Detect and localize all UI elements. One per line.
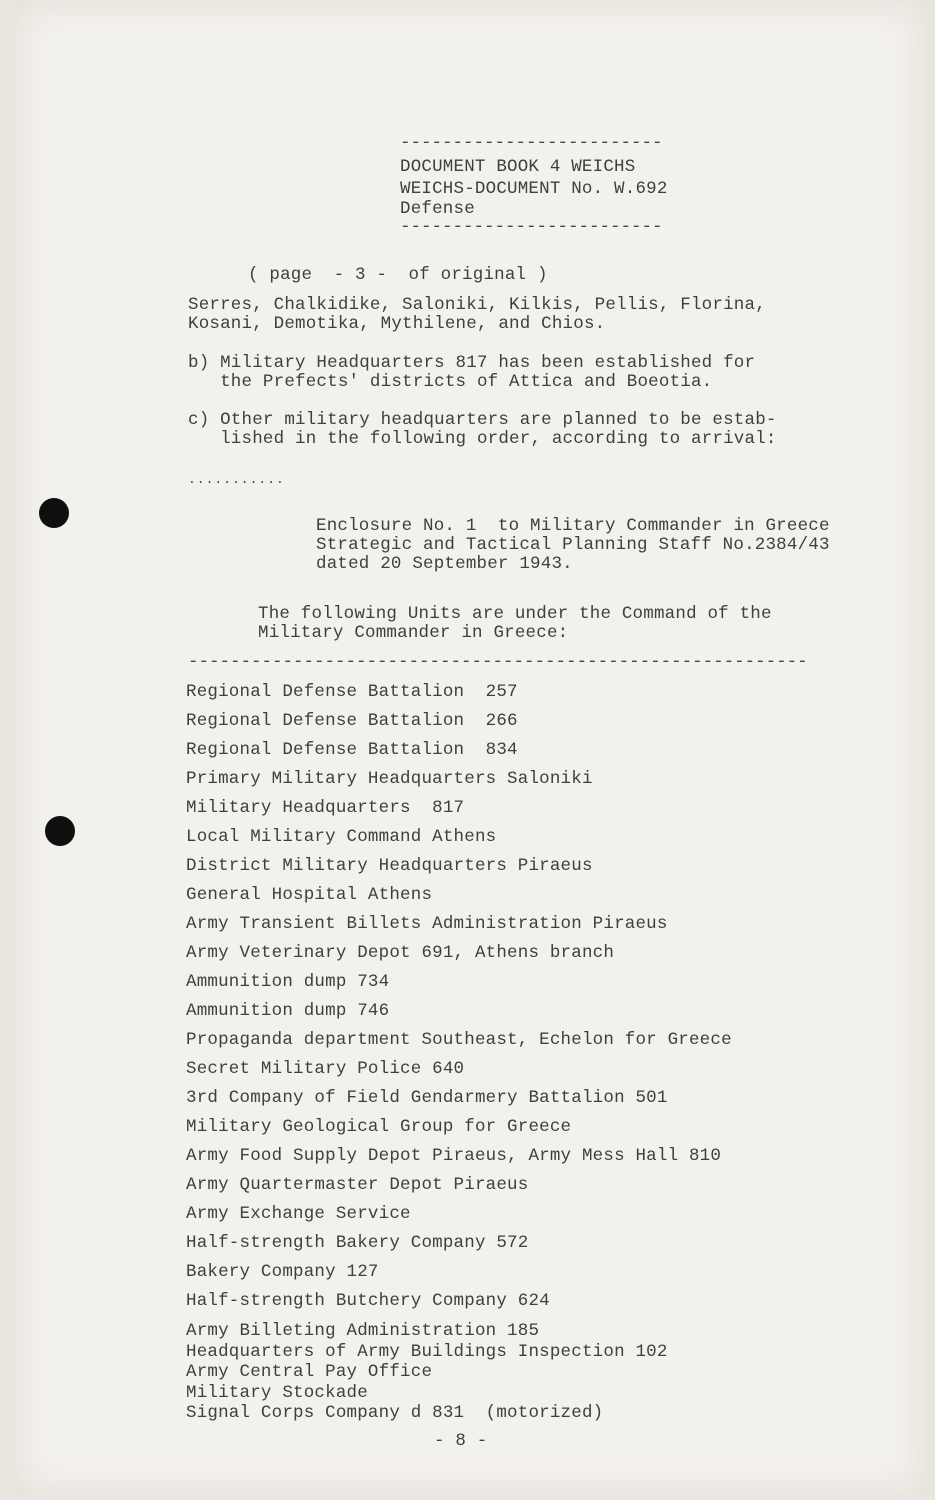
- unit-list-item: Primary Military Headquarters Saloniki: [186, 769, 593, 789]
- unit-list-item: Military Headquarters 817: [186, 798, 465, 818]
- unit-list-item: Regional Defense Battalion 257: [186, 682, 518, 702]
- units-rule: -----------------------------------------------------------: [188, 652, 808, 672]
- document-book-title: DOCUMENT BOOK 4 WEICHS: [400, 157, 636, 177]
- units-intro: The following Units are under the Command of the Military Commander in Greece:: [258, 604, 772, 643]
- header-rule-bottom: -------------------------: [400, 217, 663, 237]
- enclosure-heading: Enclosure No. 1 to Military Commander in Greece Strategic and Tactical Planning Staff No.2384/43 dated 20 September 1943.: [316, 516, 830, 574]
- unit-list-item: Military Geological Group for Greece: [186, 1117, 572, 1137]
- unit-list-item: Army Quartermaster Depot Piraeus: [186, 1175, 529, 1195]
- page-number: - 8 -: [434, 1431, 488, 1451]
- unit-list-item: Half-strength Butchery Company 624: [186, 1291, 550, 1311]
- omission-dots: ...........: [188, 472, 285, 487]
- units-list-continued: Army Billeting Administration 185 Headquarters of Army Buildings Inspection 102 Army Central Pay Office Military Stockade Signal Corps Company d 831 (motorized): [186, 1321, 668, 1423]
- document-number: WEICHS-DOCUMENT No. W.692: [400, 179, 668, 199]
- unit-list-item: Half-strength Bakery Company 572: [186, 1233, 529, 1253]
- unit-list-item: Secret Military Police 640: [186, 1059, 465, 1079]
- unit-list-item: 3rd Company of Field Gendarmery Battalion 501: [186, 1088, 668, 1108]
- unit-list-item: Regional Defense Battalion 834: [186, 740, 518, 760]
- unit-list-item: Army Exchange Service: [186, 1204, 411, 1224]
- unit-list-item: Regional Defense Battalion 266: [186, 711, 518, 731]
- original-page-note: ( page - 3 - of original ): [248, 265, 548, 285]
- unit-list-item: Propaganda department Southeast, Echelon for Greece: [186, 1030, 732, 1050]
- unit-list-item: Army Transient Billets Administration Piraeus: [186, 914, 668, 934]
- unit-list-item: Bakery Company 127: [186, 1262, 379, 1282]
- unit-list-item: General Hospital Athens: [186, 885, 433, 905]
- paragraph-b: b) Military Headquarters 817 has been established for the Prefects' districts of Attica and Boeotia.: [188, 353, 756, 392]
- document-category: Defense: [400, 199, 475, 219]
- unit-list-item: Ammunition dump 746: [186, 1001, 390, 1021]
- paragraph-c: c) Other military headquarters are planned to be estab- lished in the following order, according to arrival:: [188, 410, 777, 449]
- unit-list-item: Army Veterinary Depot 691, Athens branch: [186, 943, 615, 963]
- intro-paragraph: Serres, Chalkidike, Saloniki, Kilkis, Pellis, Florina, Kosani, Demotika, Mythilene, and Chios.: [188, 295, 766, 334]
- unit-list-item: Local Military Command Athens: [186, 827, 497, 847]
- punch-hole-bottom: [45, 816, 75, 846]
- unit-list-item: Army Food Supply Depot Piraeus, Army Mess Hall 810: [186, 1146, 722, 1166]
- header-rule-top: -------------------------: [400, 133, 663, 153]
- punch-hole-top: [39, 498, 69, 528]
- unit-list-item: District Military Headquarters Piraeus: [186, 856, 593, 876]
- unit-list-item: Ammunition dump 734: [186, 972, 390, 992]
